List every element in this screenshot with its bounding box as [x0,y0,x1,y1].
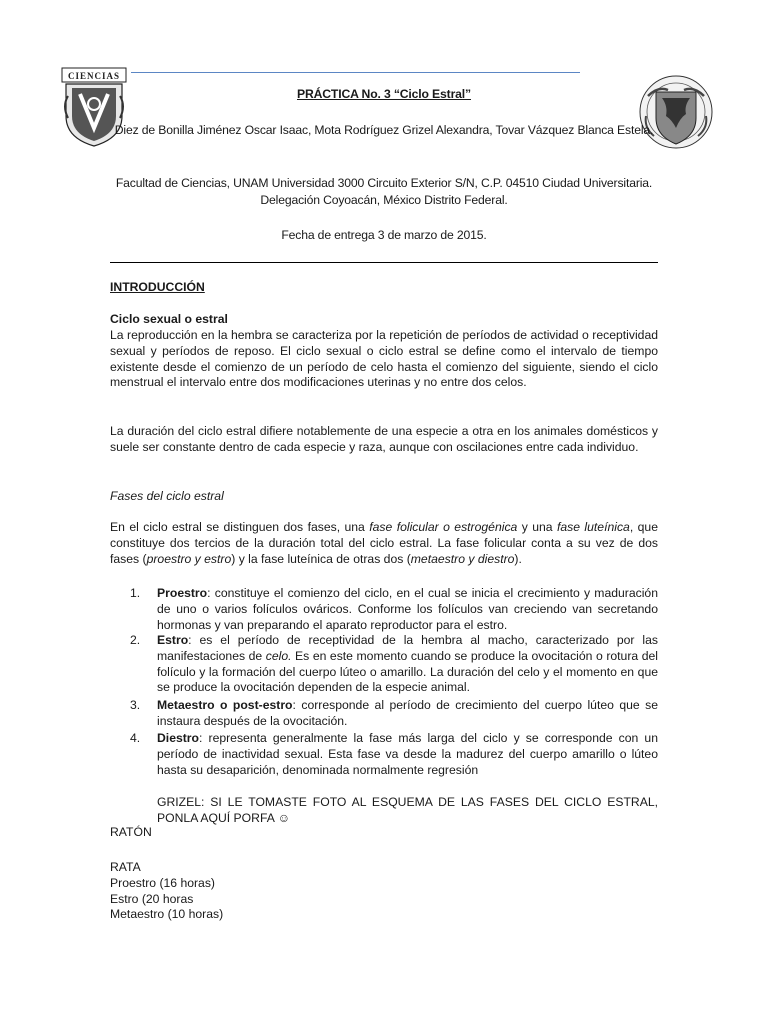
delivery-date: Fecha de entrega 3 de marzo de 2015. [281,228,487,242]
phase-list-item: 1. Proestro: constituye el comienzo del ciclo, en el cual se inicia el crecimiento y maduración de uno o varios folículos ováricos. Conforme los folículos van creciendo van secretando hormonas y van preparando el aparato reproductor para el estro. [130,586,658,632]
authors-line: Diez de Bonilla Jiménez Oscar Isaac, Mota Rodríguez Grizel Alexandra, Tovar Vázquez Blanca Estela. [114,123,654,137]
document-title: PRÁCTICA No. 3 “Ciclo Estral” [297,87,471,101]
svg-text:CIENCIAS: CIENCIAS [67,71,121,81]
phase-list-item: 2. Estro: es el período de receptividad de la hembra al macho, caracterizado por las manifestaciones de celo. Es en este momento cuando se produce la ovocitación o rotura del folículo y la formación del cuerpo lúteo o amarillo. La duración del celo y el momento en que se produce la ovocitación dependen de la especie animal. [130,633,658,695]
affiliation-line: Facultad de Ciencias, UNAM Universidad 3000 Circuito Exterior S/N, C.P. 04510 Ciudad Universitaria. Delegación Coyoacán, México Distrito Federal. [115,176,653,207]
header-rule [131,72,580,73]
species-raton: RATÓN [110,825,152,839]
editor-note: GRIZEL: SI LE TOMASTE FOTO AL ESQUEMA DE LAS FASES DEL CICLO ESTRAL, PONLA AQUÍ PORFA ☺ [157,795,658,825]
paragraph-fases: En el ciclo estral se distinguen dos fases, una fase folicular o estrogénica y una fase luteínica, que constituye dos tercios de la duración total del ciclo estral. La fase folicular conta a su vez de dos fases (proestro y estro) y la fase luteínica de otras dos (metaestro y diestro). [110,520,658,566]
rata-metaestro-duration: Metaestro (10 horas) [110,907,224,921]
paragraph-duracion: La duración del ciclo estral difiere notablemente de una especie a otra en los animales domésticos y suele ser constante dentro de cada especie y raza, aunque con oscilaciones entre cada individuo. [110,424,658,454]
unam-shield-logo [638,72,714,152]
paragraph-reproduccion: La reproducción en la hembra se caracteriza por la repetición de períodos de actividad o receptividad sexual y períodos de reposo. El ciclo sexual o ciclo estral se define como el intervalo de tiempo existente desde el comienzo de un período de celo hasta el comienzo del siguiente, siendo el ciclo menstrual el intervalo entre dos modificaciones uterinas y no entre dos celos. [110,328,658,390]
species-rata: RATA [110,860,141,874]
phase-list-item: 4. Diestro: representa generalmente la fase más larga del ciclo y se corresponde con un período de inactividad sexual. Esta fase va desde la madurez del cuerpo amarillo o lúteo hasta su desaparición, denominada normalmente regresión [130,731,658,777]
section-separator [110,262,658,263]
introduction-heading: INTRODUCCIÓN [110,280,205,294]
subheading-fases: Fases del ciclo estral [110,489,224,503]
phase-list-item: 3. Metaestro o post-estro: corresponde al período de crecimiento del cuerpo lúteo que se instaura después de la ovocitación. [130,698,659,728]
subheading-ciclo-sexual: Ciclo sexual o estral [110,312,228,326]
rata-estro-duration: Estro (20 horas [110,892,194,906]
rata-proestro-duration: Proestro (16 horas) [110,876,215,890]
